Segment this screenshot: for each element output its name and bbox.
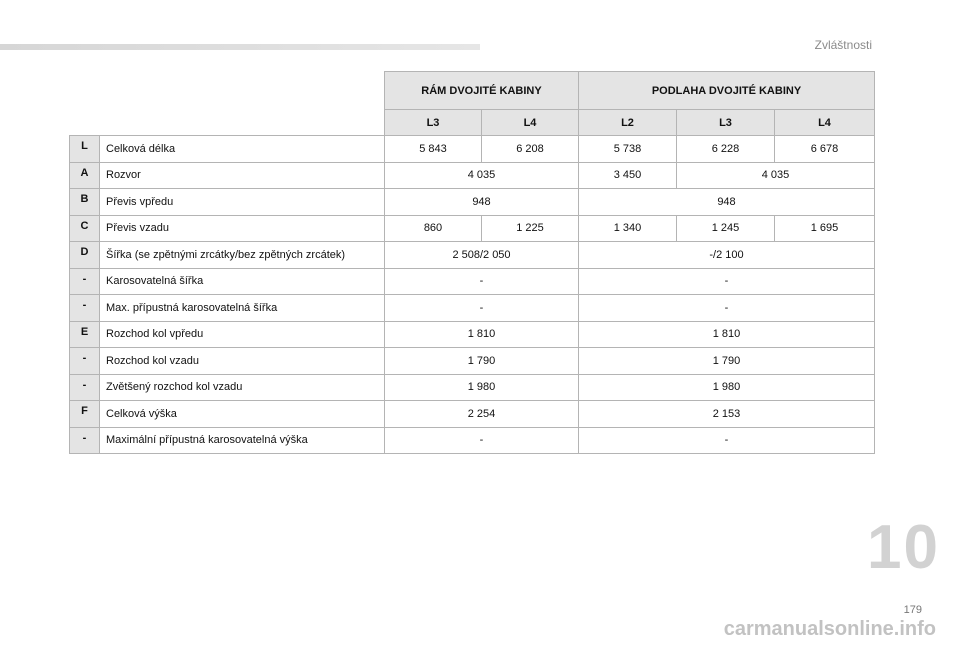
row-value: 1 810: [385, 321, 579, 348]
row-value: -: [385, 268, 579, 295]
table-row: [70, 348, 875, 375]
row-value: 1 980: [579, 374, 875, 401]
sub-header: L4: [482, 110, 579, 136]
row-value: 6 208: [482, 136, 579, 163]
row-label: Celková výška: [100, 401, 385, 428]
sub-header: L3: [677, 110, 775, 136]
header-spacer: [70, 72, 385, 110]
row-value: -: [579, 427, 875, 454]
row-code: -: [70, 348, 100, 375]
sub-header-row: [70, 110, 875, 136]
row-value: 860: [385, 215, 482, 242]
row-code: B: [70, 189, 100, 216]
group-header-row: [70, 72, 875, 110]
row-label: Převis vpředu: [100, 189, 385, 216]
table-row: [70, 189, 875, 216]
row-value: -: [385, 427, 579, 454]
row-label: Převis vzadu: [100, 215, 385, 242]
row-value: 3 450: [579, 162, 677, 189]
row-value: 1 695: [775, 215, 875, 242]
table-row: [70, 136, 875, 163]
page-number: 179: [903, 604, 922, 616]
row-code: L: [70, 136, 100, 163]
row-label: Zvětšený rozchod kol vzadu: [100, 374, 385, 401]
row-value: 6 678: [775, 136, 875, 163]
dimensions-table: [69, 71, 875, 454]
row-value: 2 254: [385, 401, 579, 428]
table-row: [70, 268, 875, 295]
row-code: A: [70, 162, 100, 189]
row-value: 2 153: [579, 401, 875, 428]
watermark: carmanualsonline.info: [723, 618, 936, 640]
row-value: 1 980: [385, 374, 579, 401]
row-code: C: [70, 215, 100, 242]
row-value: 6 228: [677, 136, 775, 163]
row-value: -/2 100: [579, 242, 875, 269]
table-row: [70, 427, 875, 454]
table-row: [70, 215, 875, 242]
row-label: Karosovatelná šířka: [100, 268, 385, 295]
sub-header: L2: [579, 110, 677, 136]
sub-header: L3: [385, 110, 482, 136]
row-code: -: [70, 427, 100, 454]
row-label: Šířka (se zpětnými zrcátky/bez zpětných zrcátek): [100, 242, 385, 269]
table-body: [70, 136, 875, 454]
row-value: -: [579, 295, 875, 322]
group-header-floor: PODLAHA DVOJITÉ KABINY: [579, 72, 875, 110]
row-code: E: [70, 321, 100, 348]
row-value: 1 340: [579, 215, 677, 242]
table-row: [70, 242, 875, 269]
row-code: D: [70, 242, 100, 269]
row-value: 1 245: [677, 215, 775, 242]
row-value: 1 810: [579, 321, 875, 348]
row-value: 948: [579, 189, 875, 216]
row-value: 4 035: [385, 162, 579, 189]
row-value: 5 738: [579, 136, 677, 163]
row-code: -: [70, 295, 100, 322]
table-row: [70, 321, 875, 348]
chapter-number: 10: [867, 513, 940, 582]
section-title: Zvláštnosti: [814, 38, 872, 52]
table-row: [70, 374, 875, 401]
row-value: 5 843: [385, 136, 482, 163]
row-value: 2 508/2 050: [385, 242, 579, 269]
row-label: Rozvor: [100, 162, 385, 189]
row-value: 4 035: [677, 162, 875, 189]
row-label: Rozchod kol vpředu: [100, 321, 385, 348]
row-value: 1 790: [579, 348, 875, 375]
row-code: F: [70, 401, 100, 428]
table-row: [70, 162, 875, 189]
sub-header: L4: [775, 110, 875, 136]
row-label: Celková délka: [100, 136, 385, 163]
row-label: Rozchod kol vzadu: [100, 348, 385, 375]
row-label: Maximální přípustná karosovatelná výška: [100, 427, 385, 454]
row-code: -: [70, 268, 100, 295]
row-value: 1 225: [482, 215, 579, 242]
row-value: -: [579, 268, 875, 295]
header-rule: [0, 44, 480, 50]
row-value: 948: [385, 189, 579, 216]
group-header-frame: RÁM DVOJITÉ KABINY: [385, 72, 579, 110]
row-code: -: [70, 374, 100, 401]
row-value: -: [385, 295, 579, 322]
table-row: [70, 295, 875, 322]
row-value: 1 790: [385, 348, 579, 375]
header-spacer: [70, 110, 385, 136]
row-label: Max. přípustná karosovatelná šířka: [100, 295, 385, 322]
table-row: [70, 401, 875, 428]
